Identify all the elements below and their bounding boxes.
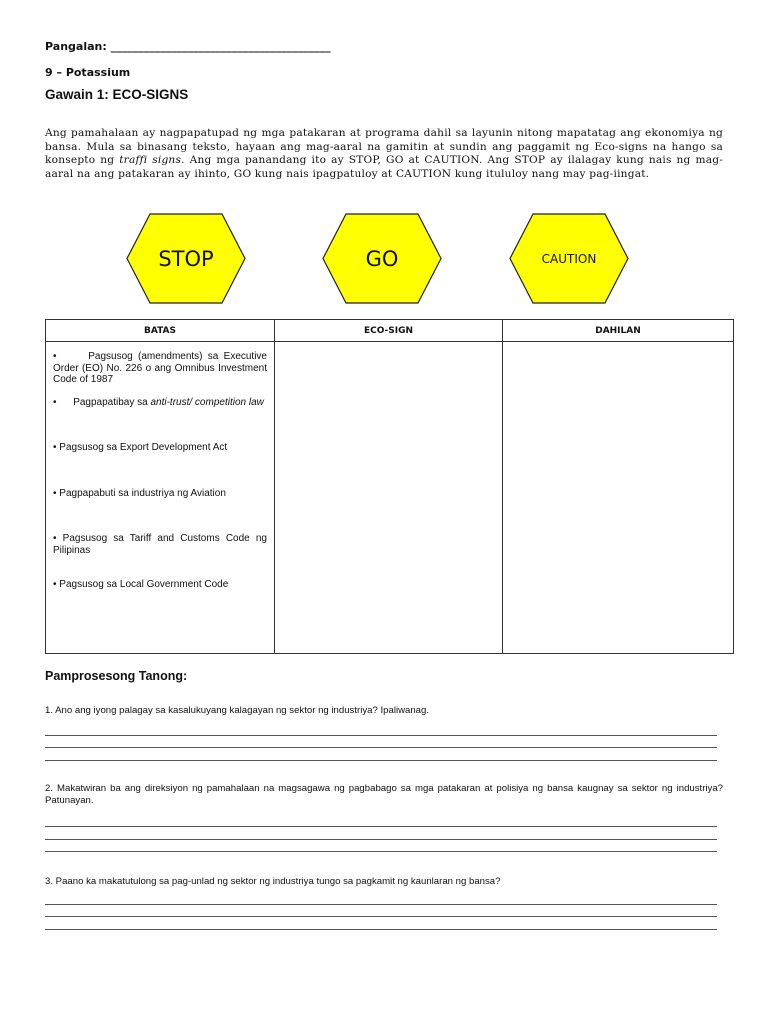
law-item (53, 533, 267, 567)
go-sign (322, 213, 442, 304)
header-dahilan: DAHILAN (503, 320, 734, 342)
bullet: • (53, 533, 57, 545)
processing-questions-heading: Pamprosesong Tanong: (45, 669, 188, 683)
stop-sign (126, 213, 246, 304)
bullet: • (53, 442, 57, 454)
answer-line-2a[interactable] (45, 826, 717, 827)
law-text: Pagpapabuti sa industriya ng Aviation (59, 487, 226, 499)
dahilan-answer-cell[interactable] (503, 342, 734, 654)
name-blank[interactable]: ________________________________________ (110, 40, 331, 53)
answer-line-1c[interactable] (45, 760, 717, 761)
bullet: • (53, 578, 57, 590)
answer-line-2c[interactable] (45, 851, 717, 852)
law-item (53, 397, 267, 431)
intro-text-2: . Ang mga panandang ito ay STOP, GO at CAUTION. Ang STOP ay ilalagay kung nais ng mag-aaral na ang patakaran ay ihinto, GO kung nais ipagpatuloy at CAUTION kung itululoy nang may pag-iingat. (45, 154, 723, 180)
answer-line-3b[interactable] (45, 916, 717, 917)
section-label: 9 – Potassium (45, 66, 131, 79)
bullet: • (53, 351, 57, 362)
table-header-row (46, 320, 734, 342)
name-line (45, 40, 331, 53)
law-text: Pagsusog (amendments) sa Executive Order (EO) No. 226 o ang Omnibus Investment Code of 1987 (53, 351, 267, 385)
answer-line-3a[interactable] (45, 904, 717, 905)
caution-sign (509, 213, 629, 304)
law-text: Pagpapatibay sa (73, 396, 151, 408)
go-label: GO (365, 246, 399, 271)
bullet: • (53, 487, 57, 499)
laws-cell (46, 342, 275, 654)
question-1: 1. Ano ang iyong palagay sa kasalukuyang kalagayan ng sektor ng industriya? Ipaliwanag. (45, 705, 430, 716)
name-label: Pangalan: (45, 40, 111, 53)
law-item (53, 579, 267, 613)
intro-paragraph (45, 127, 723, 181)
answer-line-1b[interactable] (45, 747, 717, 748)
bullet: • (53, 396, 57, 408)
question-3: 3. Paano ka makatutulong sa pag-unlad ng sektor ng industriya tungo sa pagkamit ng kaunlaran ng bansa? (45, 876, 501, 887)
header-eco-sign: ECO-SIGN (275, 320, 503, 342)
eco-sign-table (45, 319, 734, 654)
intro-text-1: Ang pamahalaan ay nagpapatupad ng mga patakaran at programa dahil sa layunin nitong mapatatag ang ekonomiya ng bansa. Mula sa binasang teksto, hayaan ang mag-aaral na gamitin at sundin ang paggamit ng Eco-signs na hango sa konsepto ng (45, 127, 723, 166)
answer-line-2b[interactable] (45, 839, 717, 840)
law-text: Pagsusog sa Export Development Act (59, 442, 228, 454)
law-text: Pagsusog sa Tariff and Customs Code ng Pilipinas (53, 533, 267, 556)
answer-line-1a[interactable] (45, 735, 717, 736)
intro-text-italic: traffi signs (119, 154, 182, 166)
law-item (53, 442, 267, 476)
answer-line-3c[interactable] (45, 929, 717, 930)
table-row (46, 342, 734, 654)
activity-title: Gawain 1: ECO-SIGNS (45, 87, 189, 102)
header-batas: BATAS (46, 320, 275, 342)
law-item (53, 351, 267, 385)
caution-label: CAUTION (541, 251, 597, 266)
law-item (53, 488, 267, 522)
question-2: 2. Makatwiran ba ang direksiyon ng pamahalaan na magsagawa ng pagbabago sa mga patakaran at polisiya ng bansa kaugnay sa sektor ng industriya? Patunayan. (45, 783, 723, 806)
eco-sign-answer-cell[interactable] (275, 342, 503, 654)
law-text: Pagsusog sa Local Government Code (59, 578, 229, 590)
law-text-italic: anti-trust/ competition law (150, 396, 264, 408)
stop-label: STOP (158, 246, 214, 271)
